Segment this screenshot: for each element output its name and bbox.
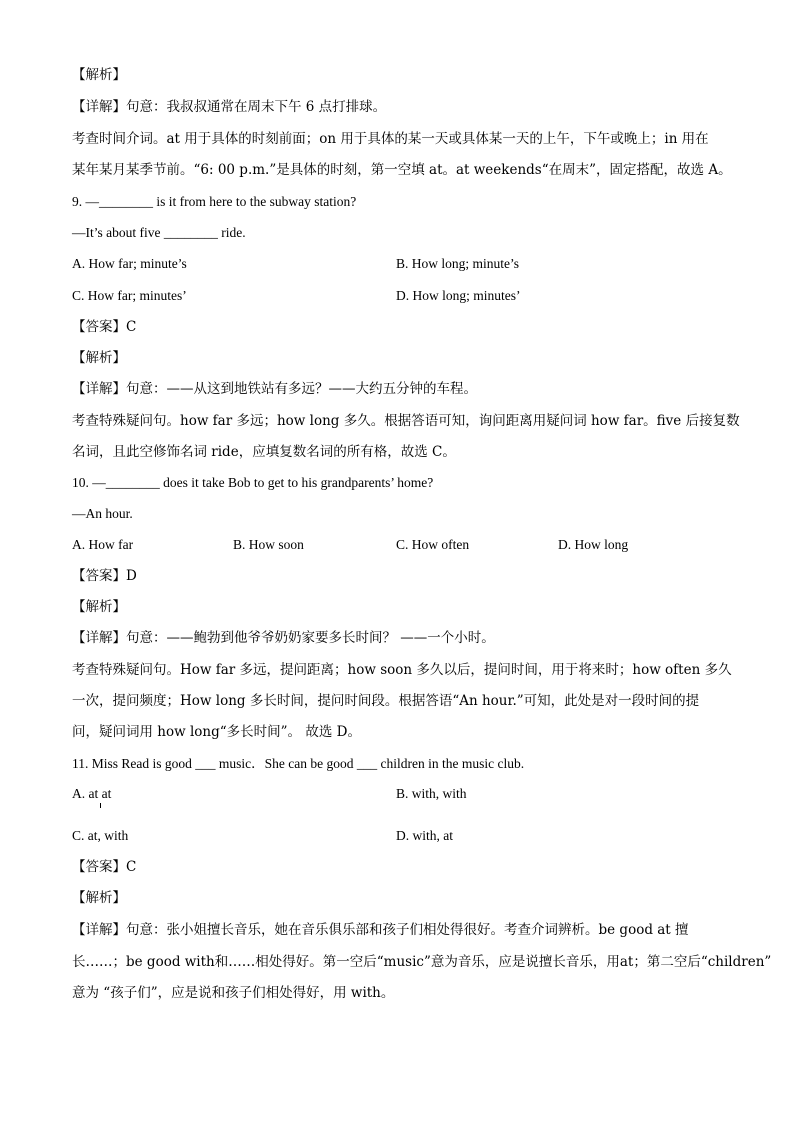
question-10-stem: 10. —________ does it take Bob to get to his grandparents’ home? — [72, 475, 434, 490]
detail-translation: 【详解】句意：我叔叔通常在周末下午 6 点打排球。 — [72, 99, 387, 115]
detail-translation: 【详解】句意：——鲍勃到他爷爷奶奶家要多长时间？ ——一个小时。 — [72, 630, 495, 646]
answer-label: 【答案】C — [72, 319, 137, 335]
question-10-option-c: C. How often — [396, 537, 470, 552]
answer-label: 【答案】D — [72, 568, 137, 584]
answer-label: 【答案】C — [72, 859, 137, 875]
question-10-option-d: D. How long — [558, 537, 629, 552]
question-10-option-b: B. How soon — [233, 537, 304, 552]
detail-translation: 【详解】句意：——从这到地铁站有多远？——大约五分钟的车程。 — [72, 381, 477, 397]
question-9-option-c: C. How far; minutes’ — [72, 288, 187, 303]
analysis-heading: 【解析】 — [72, 350, 126, 366]
question-11-option-b: B. with, with — [396, 786, 467, 801]
question-9-stem: 9. —________ is it from here to the subway station? — [72, 194, 357, 209]
question-11-option-d: D. with, at — [396, 828, 453, 843]
analysis-heading: 【解析】 — [72, 67, 126, 83]
question-9-option-d: D. How long; minutes’ — [396, 288, 521, 303]
question-9-option-b: B. How long; minute’s — [396, 256, 520, 271]
explanation-line: 考查时间介词。at 用于具体的时刻前面；on 用于具体的某一天或具体某一天的上午，下午或晚上；in 用在 — [72, 131, 709, 147]
explanation-line: 问，疑问词用 how long“多长时间”。 故选 D。 — [72, 724, 361, 740]
explanation-line: 长……；be good with和……相处得好。第一空后“music”意为音乐，应是说擅长音乐，用at；第二空后“children” — [72, 954, 772, 970]
question-11-stem: 11. Miss Read is good ___ music．She can be good ___ children in the music club. — [72, 756, 525, 771]
analysis-heading: 【解析】 — [72, 890, 126, 906]
question-11-option-a: A. at at — [72, 786, 112, 801]
question-10-reply: —An hour. — [72, 506, 133, 521]
question-9-option-a: A. How far; minute’s — [72, 256, 187, 271]
explanation-line: 某年某月某季节前。“6: 00 p.m.”是具体的时刻，第一空填 at。at weekends“在周末”，固定搭配，故选 A。 — [72, 162, 732, 178]
explanation-line: 考查特殊疑问句。How far 多远，提问距离；how soon 多久以后，提问时间，用于将来时；how often 多久 — [72, 662, 732, 678]
explanation-line: 考查特殊疑问句。how far 多远；how long 多久。根据答语可知，询问距离用疑问词 how far。five 后接复数 — [72, 413, 740, 429]
stray-mark — [100, 803, 101, 808]
detail-translation: 【详解】句意：张小姐擅长音乐，她在音乐俱乐部和孩子们相处得很好。考查介词辨析。be good at 擅 — [72, 922, 689, 938]
question-11-option-c: C. at, with — [72, 828, 129, 843]
explanation-line: 意为 “孩子们”，应是说和孩子们相处得好，用 with。 — [72, 985, 395, 1001]
analysis-heading: 【解析】 — [72, 599, 126, 615]
question-9-reply: —It’s about five ________ ride. — [72, 225, 246, 240]
explanation-line: 一次，提问频度；How long 多长时间，提问时间段。根据答语“An hour.”可知，此处是对一段时间的提 — [72, 693, 700, 709]
question-10-option-a: A. How far — [72, 537, 134, 552]
explanation-line: 名词，且此空修饰名词 ride，应填复数名词的所有格，故选 C。 — [72, 444, 456, 460]
